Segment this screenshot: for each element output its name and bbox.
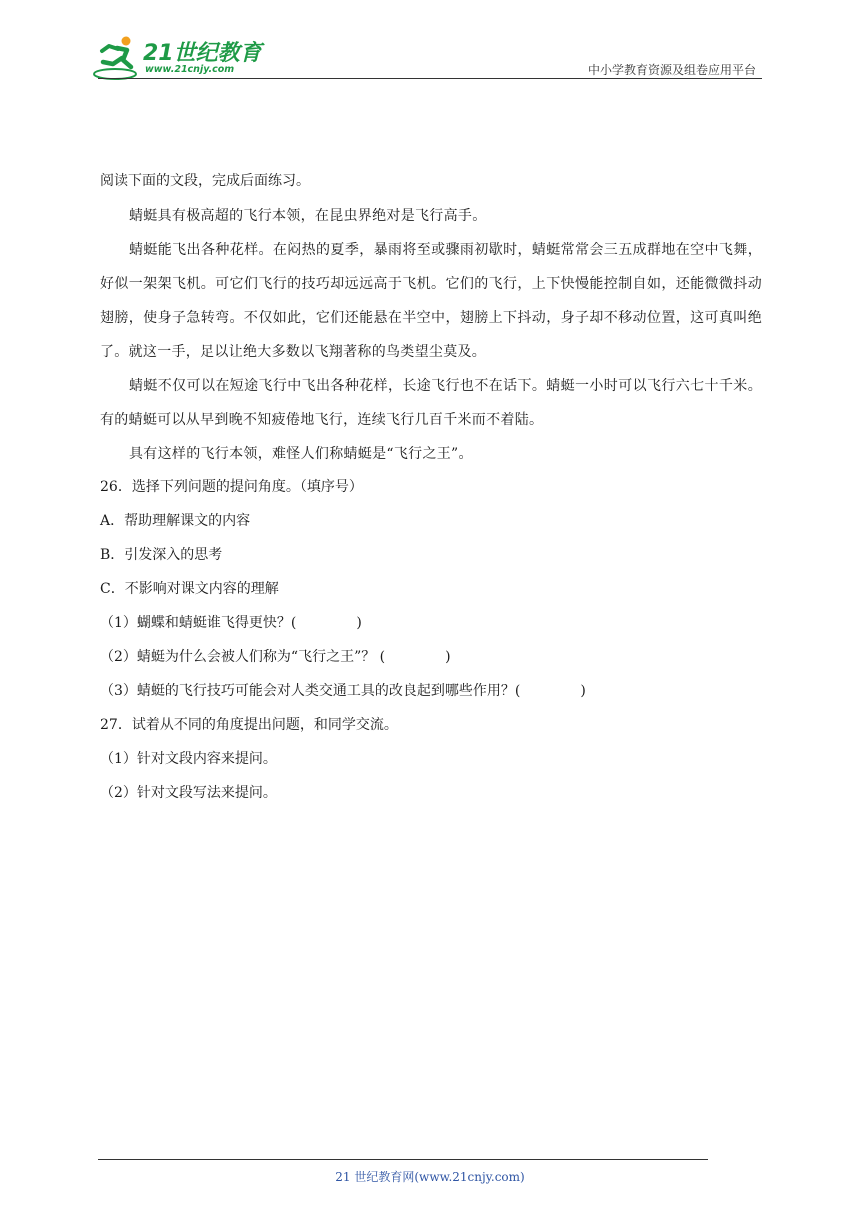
- site-logo: [93, 34, 263, 82]
- bracket-close: ): [445, 649, 451, 665]
- passage-paragraph: 蜻蜓具有极高超的飞行本领，在昆虫界绝对是飞行高手。: [129, 208, 487, 224]
- site-tagline: 中小学教育资源及组卷应用平台: [587, 63, 756, 77]
- question-26-title: 26．选择下列问题的提问角度。（填序号）: [100, 479, 363, 495]
- question-26-option-c: C．不影响对课文内容的理解: [100, 581, 279, 597]
- logo-text: 21世纪教育: [143, 41, 262, 66]
- question-27-item-1: （1）针对文段内容来提问。: [100, 751, 277, 767]
- running-figure-icon: [93, 34, 143, 82]
- question-27-item-2: （2）针对文段写法来提问。: [100, 785, 277, 801]
- page-header: [0, 0, 860, 90]
- question-27-title: 27．试着从不同的角度提出问题，和同学交流。: [100, 717, 398, 733]
- passage-paragraph: 具有这样的飞行本领，难怪人们称蜻蜓是“飞行之王”。: [129, 446, 473, 462]
- passage-paragraph: 蜻蜓能飞出各种花样。在闷热的夏季，暴雨将至或骤雨初歇时，蜻蜓常常会三五成群地在空中飞舞，好似一架架飞机。可它们飞行的技巧却远远高于飞机。它们的飞行，上下快慢能控制自如，还能微微抖动翅膀，使身子急转弯。不仅如此，它们还能悬在半空中，翅膀上下抖动，身子却不移动位置，这可真叫绝了。就这一手，足以让绝大多数以飞翔著称的鸟类望尘莫及。: [100, 242, 762, 360]
- passage-paragraph: 蜻蜓不仅可以在短途飞行中飞出各种花样，长途飞行也不在话下。蜻蜓一小时可以飞行六七十千米。有的蜻蜓可以从早到晚不知疲倦地飞行，连续飞行几百千米而不着陆。: [100, 378, 762, 428]
- footer-divider: [98, 1159, 708, 1160]
- question-26-option-a: A．帮助理解课文的内容: [100, 513, 251, 529]
- logo-url: www.21cnjy.com: [145, 64, 235, 75]
- footer-text: 21 世纪教育网(www.21cnjy.com): [335, 1170, 525, 1184]
- question-text: （1）蝴蝶和蜻蜓谁飞得更快？(: [100, 615, 297, 631]
- question-text: （3）蜻蜓的飞行技巧可能会对人类交通工具的改良起到哪些作用？(: [100, 683, 521, 699]
- bracket-close: ): [356, 615, 362, 631]
- header-divider: [98, 78, 762, 79]
- question-text: （2）蜻蜓为什么会被人们称为“飞行之王”？ (: [100, 649, 386, 665]
- passage-intro: 阅读下面的文段，完成后面练习。: [100, 173, 310, 189]
- question-26-option-b: B．引发深入的思考: [100, 547, 223, 563]
- question-26-item-1: [100, 612, 362, 634]
- question-26-item-3: [100, 680, 586, 702]
- bracket-close: ): [580, 683, 586, 699]
- question-26-item-2: [100, 646, 451, 668]
